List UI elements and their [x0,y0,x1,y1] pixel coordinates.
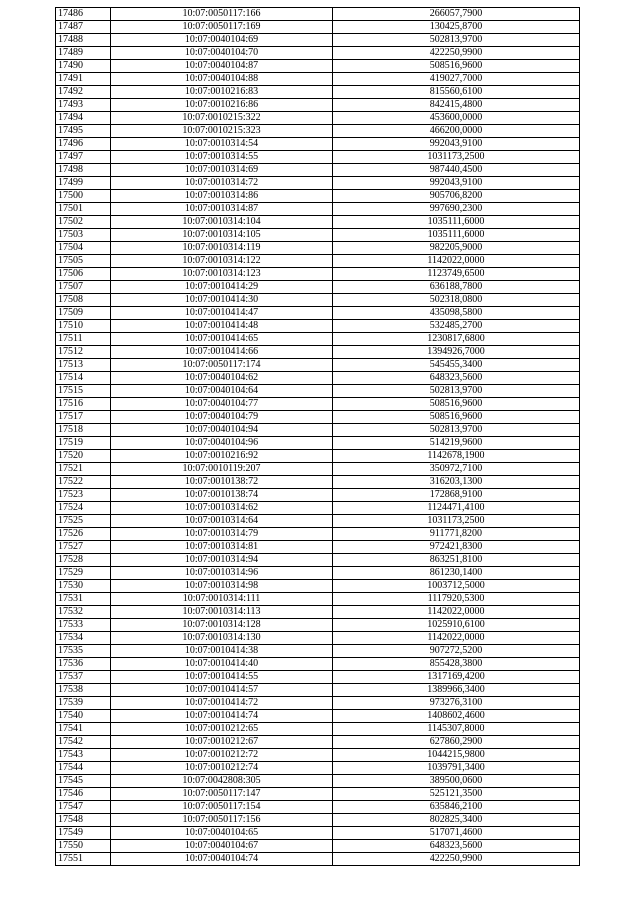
value-cell: 525121,3500 [333,788,580,801]
row-number-cell: 17490 [56,60,111,73]
value-cell: 422250,9900 [333,47,580,60]
table-row [56,229,580,242]
value-cell: 911771,8200 [333,528,580,541]
row-number-cell: 17527 [56,541,111,554]
row-number-cell: 17544 [56,762,111,775]
cadastral-number-cell: 10:07:0010314:98 [111,580,333,593]
table-row [56,723,580,736]
value-cell: 1142022,0000 [333,606,580,619]
value-cell: 508516,9600 [333,411,580,424]
table-row [56,450,580,463]
cadastral-number-cell: 10:07:0010212:74 [111,762,333,775]
value-cell: 517071,4600 [333,827,580,840]
cadastral-number-cell: 10:07:0050117:166 [111,8,333,21]
row-number-cell: 17505 [56,255,111,268]
value-cell: 508516,9600 [333,60,580,73]
row-number-cell: 17502 [56,216,111,229]
cadastral-number-cell: 10:07:0010314:113 [111,606,333,619]
cadastral-number-cell: 10:07:0010314:105 [111,229,333,242]
cadastral-number-cell: 10:07:0010414:65 [111,333,333,346]
table-row [56,762,580,775]
table-row [56,359,580,372]
cadastral-number-cell: 10:07:0010314:81 [111,541,333,554]
value-cell: 502318,0800 [333,294,580,307]
row-number-cell: 17504 [56,242,111,255]
cadastral-number-cell: 10:07:0040104:96 [111,437,333,450]
row-number-cell: 17519 [56,437,111,450]
row-number-cell: 17498 [56,164,111,177]
value-cell: 648323,5600 [333,372,580,385]
table-row [56,437,580,450]
table-row [56,34,580,47]
cadastral-number-cell: 10:07:0010216:86 [111,99,333,112]
value-cell: 466200,0000 [333,125,580,138]
row-number-cell: 17487 [56,21,111,34]
cadastral-number-cell: 10:07:0010212:65 [111,723,333,736]
value-cell: 508516,9600 [333,398,580,411]
row-number-cell: 17535 [56,645,111,658]
cadastral-number-cell: 10:07:0010314:69 [111,164,333,177]
row-number-cell: 17501 [56,203,111,216]
table-row [56,840,580,853]
value-cell: 172868,9100 [333,489,580,502]
cadastral-number-cell: 10:07:0042808:305 [111,775,333,788]
table-row [56,554,580,567]
row-number-cell: 17488 [56,34,111,47]
cadastral-number-cell: 10:07:0010212:67 [111,736,333,749]
table-row [56,684,580,697]
cadastral-number-cell: 10:07:0010314:94 [111,554,333,567]
value-cell: 1317169,4200 [333,671,580,684]
cadastral-number-cell: 10:07:0010216:83 [111,86,333,99]
cadastral-number-cell: 10:07:0010414:55 [111,671,333,684]
table-row [56,190,580,203]
row-number-cell: 17499 [56,177,111,190]
row-number-cell: 17510 [56,320,111,333]
value-cell: 842415,4800 [333,99,580,112]
value-cell: 502813,9700 [333,424,580,437]
table-row [56,580,580,593]
cadastral-number-cell: 10:07:0010314:54 [111,138,333,151]
value-cell: 1145307,8000 [333,723,580,736]
cadastral-number-cell: 10:07:0010414:30 [111,294,333,307]
cadastral-number-cell: 10:07:0010314:123 [111,268,333,281]
value-cell: 1003712,5000 [333,580,580,593]
row-number-cell: 17517 [56,411,111,424]
table-row [56,697,580,710]
table-row [56,151,580,164]
row-number-cell: 17497 [56,151,111,164]
cadastral-number-cell: 10:07:0010138:74 [111,489,333,502]
table-row [56,827,580,840]
value-cell: 863251,8100 [333,554,580,567]
row-number-cell: 17537 [56,671,111,684]
row-number-cell: 17526 [56,528,111,541]
table-row [56,775,580,788]
table-row [56,658,580,671]
row-number-cell: 17550 [56,840,111,853]
row-number-cell: 17538 [56,684,111,697]
value-cell: 1031173,2500 [333,515,580,528]
value-cell: 389500,0600 [333,775,580,788]
table-row [56,73,580,86]
row-number-cell: 17511 [56,333,111,346]
cadastral-number-cell: 10:07:0040104:74 [111,853,333,866]
table-row [56,814,580,827]
row-number-cell: 17545 [56,775,111,788]
cadastral-number-cell: 10:07:0010314:79 [111,528,333,541]
cadastral-number-cell: 10:07:0010414:47 [111,307,333,320]
value-cell: 419027,7000 [333,73,580,86]
row-number-cell: 17513 [56,359,111,372]
value-cell: 987440,4500 [333,164,580,177]
value-cell: 316203,1300 [333,476,580,489]
table-row [56,411,580,424]
row-number-cell: 17540 [56,710,111,723]
cadastral-number-cell: 10:07:0010314:119 [111,242,333,255]
row-number-cell: 17492 [56,86,111,99]
table-row [56,294,580,307]
cadastral-number-cell: 10:07:0010314:128 [111,619,333,632]
value-cell: 1408602,4600 [333,710,580,723]
table-row [56,463,580,476]
value-cell: 1025910,6100 [333,619,580,632]
value-cell: 802825,3400 [333,814,580,827]
table-body [56,8,580,866]
value-cell: 350972,7100 [333,463,580,476]
cadastral-number-cell: 10:07:0050117:169 [111,21,333,34]
value-cell: 992043,9100 [333,177,580,190]
row-number-cell: 17509 [56,307,111,320]
row-number-cell: 17532 [56,606,111,619]
value-cell: 982205,9000 [333,242,580,255]
cadastral-number-cell: 10:07:0010212:72 [111,749,333,762]
table-row [56,281,580,294]
value-cell: 502813,9700 [333,385,580,398]
cadastral-number-cell: 10:07:0010314:86 [111,190,333,203]
cadastral-number-cell: 10:07:0010119:207 [111,463,333,476]
table-row [56,398,580,411]
row-number-cell: 17500 [56,190,111,203]
cadastral-number-cell: 10:07:0010414:38 [111,645,333,658]
row-number-cell: 17496 [56,138,111,151]
cadastral-number-cell: 10:07:0040104:64 [111,385,333,398]
row-number-cell: 17524 [56,502,111,515]
row-number-cell: 17489 [56,47,111,60]
row-number-cell: 17493 [56,99,111,112]
value-cell: 1230817,6800 [333,333,580,346]
table-row [56,788,580,801]
value-cell: 972421,8300 [333,541,580,554]
cadastral-number-cell: 10:07:0010314:87 [111,203,333,216]
cadastral-number-cell: 10:07:0040104:88 [111,73,333,86]
row-number-cell: 17549 [56,827,111,840]
value-cell: 532485,2700 [333,320,580,333]
row-number-cell: 17546 [56,788,111,801]
row-number-cell: 17520 [56,450,111,463]
cadastral-number-cell: 10:07:0040104:94 [111,424,333,437]
table-row [56,593,580,606]
value-cell: 1117920,5300 [333,593,580,606]
table-row [56,606,580,619]
cadastral-number-cell: 10:07:0010414:29 [111,281,333,294]
table-row [56,112,580,125]
row-number-cell: 17541 [56,723,111,736]
row-number-cell: 17548 [56,814,111,827]
table-row [56,47,580,60]
value-cell: 635846,2100 [333,801,580,814]
row-number-cell: 17495 [56,125,111,138]
cadastral-number-cell: 10:07:0010215:323 [111,125,333,138]
cadastral-value-table [55,7,580,866]
table-row [56,372,580,385]
value-cell: 1142022,0000 [333,255,580,268]
table-row [56,164,580,177]
cadastral-number-cell: 10:07:0040104:67 [111,840,333,853]
row-number-cell: 17531 [56,593,111,606]
row-number-cell: 17528 [56,554,111,567]
cadastral-number-cell: 10:07:0050117:174 [111,359,333,372]
table-row [56,424,580,437]
row-number-cell: 17512 [56,346,111,359]
row-number-cell: 17514 [56,372,111,385]
value-cell: 855428,3800 [333,658,580,671]
table-row [56,8,580,21]
value-cell: 1031173,2500 [333,151,580,164]
table-row [56,619,580,632]
row-number-cell: 17503 [56,229,111,242]
table-row [56,385,580,398]
value-cell: 1039791,3400 [333,762,580,775]
value-cell: 1124471,4100 [333,502,580,515]
row-number-cell: 17533 [56,619,111,632]
cadastral-number-cell: 10:07:0040104:62 [111,372,333,385]
table-row [56,736,580,749]
cadastral-number-cell: 10:07:0040104:65 [111,827,333,840]
value-cell: 130425,8700 [333,21,580,34]
cadastral-number-cell: 10:07:0010314:104 [111,216,333,229]
row-number-cell: 17536 [56,658,111,671]
row-number-cell: 17507 [56,281,111,294]
row-number-cell: 17543 [56,749,111,762]
value-cell: 1044215,9800 [333,749,580,762]
cadastral-number-cell: 10:07:0010314:96 [111,567,333,580]
value-cell: 907272,5200 [333,645,580,658]
table-row [56,216,580,229]
row-number-cell: 17547 [56,801,111,814]
value-cell: 266057,7900 [333,8,580,21]
table-row [56,645,580,658]
cadastral-number-cell: 10:07:0010414:66 [111,346,333,359]
value-cell: 545455,3400 [333,359,580,372]
value-cell: 514219,9600 [333,437,580,450]
cadastral-number-cell: 10:07:0010314:130 [111,632,333,645]
cadastral-number-cell: 10:07:0040104:79 [111,411,333,424]
row-number-cell: 17522 [56,476,111,489]
table-row [56,567,580,580]
cadastral-number-cell: 10:07:0010216:92 [111,450,333,463]
value-cell: 997690,2300 [333,203,580,216]
row-number-cell: 17506 [56,268,111,281]
row-number-cell: 17539 [56,697,111,710]
value-cell: 1389966,3400 [333,684,580,697]
value-cell: 422250,9900 [333,853,580,866]
cadastral-number-cell: 10:07:0010314:72 [111,177,333,190]
table-row [56,255,580,268]
cadastral-number-cell: 10:07:0010414:57 [111,684,333,697]
table-row [56,177,580,190]
value-cell: 636188,7800 [333,281,580,294]
value-cell: 648323,5600 [333,840,580,853]
value-cell: 992043,9100 [333,138,580,151]
value-cell: 1123749,6500 [333,268,580,281]
row-number-cell: 17516 [56,398,111,411]
row-number-cell: 17529 [56,567,111,580]
value-cell: 815560,6100 [333,86,580,99]
row-number-cell: 17486 [56,8,111,21]
value-cell: 1394926,7000 [333,346,580,359]
cadastral-number-cell: 10:07:0040104:77 [111,398,333,411]
value-cell: 905706,8200 [333,190,580,203]
table-row [56,515,580,528]
table-row [56,541,580,554]
value-cell: 1142022,0000 [333,632,580,645]
row-number-cell: 17542 [56,736,111,749]
table-row [56,320,580,333]
table-row [56,268,580,281]
row-number-cell: 17518 [56,424,111,437]
table-row [56,671,580,684]
table-row [56,502,580,515]
table-row [56,307,580,320]
cadastral-number-cell: 10:07:0010314:62 [111,502,333,515]
cadastral-number-cell: 10:07:0010215:322 [111,112,333,125]
cadastral-number-cell: 10:07:0050117:147 [111,788,333,801]
value-cell: 1035111,6000 [333,216,580,229]
cadastral-number-cell: 10:07:0010314:55 [111,151,333,164]
table-row [56,801,580,814]
table-row [56,138,580,151]
table-row [56,489,580,502]
row-number-cell: 17494 [56,112,111,125]
row-number-cell: 17521 [56,463,111,476]
row-number-cell: 17525 [56,515,111,528]
cadastral-number-cell: 10:07:0050117:156 [111,814,333,827]
row-number-cell: 17508 [56,294,111,307]
value-cell: 1142678,1900 [333,450,580,463]
cadastral-number-cell: 10:07:0010414:40 [111,658,333,671]
cadastral-number-cell: 10:07:0040104:69 [111,34,333,47]
table-row [56,86,580,99]
table-row [56,60,580,73]
cadastral-number-cell: 10:07:0010314:122 [111,255,333,268]
cadastral-number-cell: 10:07:0010314:111 [111,593,333,606]
table-row [56,333,580,346]
cadastral-number-cell: 10:07:0010414:48 [111,320,333,333]
table-row [56,346,580,359]
value-cell: 973276,3100 [333,697,580,710]
value-cell: 502813,9700 [333,34,580,47]
cadastral-number-cell: 10:07:0010414:74 [111,710,333,723]
row-number-cell: 17530 [56,580,111,593]
table-row [56,749,580,762]
cadastral-number-cell: 10:07:0010138:72 [111,476,333,489]
row-number-cell: 17551 [56,853,111,866]
table-row [56,632,580,645]
cadastral-number-cell: 10:07:0010314:64 [111,515,333,528]
value-cell: 435098,5800 [333,307,580,320]
table-row [56,710,580,723]
cadastral-number-cell: 10:07:0040104:87 [111,60,333,73]
table-row [56,21,580,34]
table-row [56,242,580,255]
value-cell: 453600,0000 [333,112,580,125]
row-number-cell: 17534 [56,632,111,645]
cadastral-number-cell: 10:07:0050117:154 [111,801,333,814]
table-row [56,203,580,216]
table-row [56,853,580,866]
table-row [56,125,580,138]
table-row [56,528,580,541]
table-row [56,99,580,112]
row-number-cell: 17515 [56,385,111,398]
value-cell: 1035111,6000 [333,229,580,242]
value-cell: 861230,1400 [333,567,580,580]
cadastral-number-cell: 10:07:0040104:70 [111,47,333,60]
value-cell: 627860,2900 [333,736,580,749]
table-row [56,476,580,489]
row-number-cell: 17523 [56,489,111,502]
cadastral-number-cell: 10:07:0010414:72 [111,697,333,710]
row-number-cell: 17491 [56,73,111,86]
